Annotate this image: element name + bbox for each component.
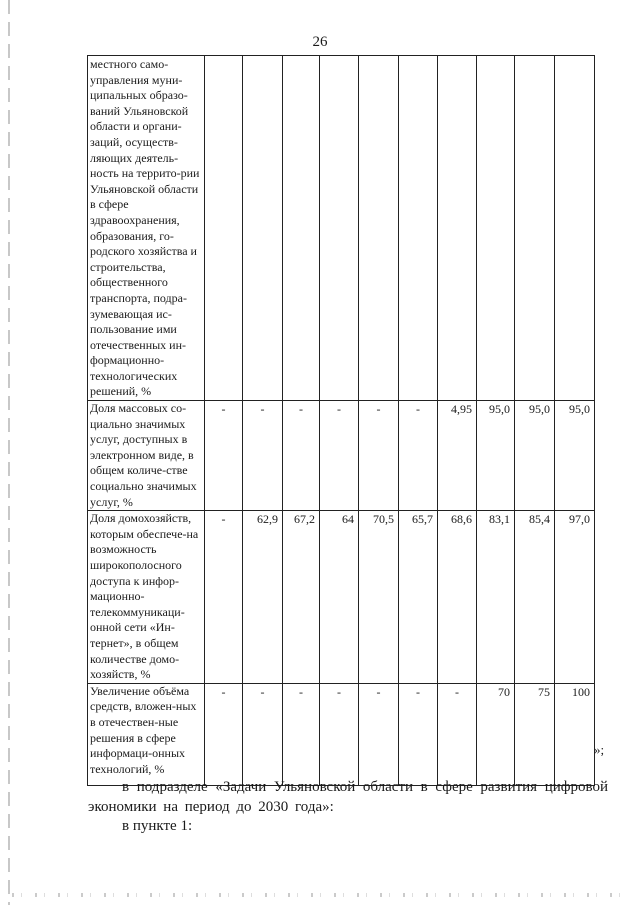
value-cell: - [399, 683, 438, 785]
value-cell: 95,0 [555, 401, 595, 511]
value-cell [205, 56, 243, 401]
value-cell [243, 56, 283, 401]
indicator-label: Доля домохозяйств, которым обеспече-на возможность широкополосного доступа к инфор-мационно-телекоммуникаци-онной сети «Ин-тернет», в общем количестве домо-хозяйств, % [88, 511, 205, 684]
value-cell: 62,9 [243, 511, 283, 684]
value-cell: - [438, 683, 477, 785]
value-cell: 65,7 [399, 511, 438, 684]
value-cell [555, 56, 595, 401]
indicator-label: Доля массовых со-циально значимых услуг, доступных в электронном виде, в общем количе-стве социально значимых услуг, % [88, 401, 205, 511]
value-cell: - [283, 683, 320, 785]
value-cell: 68,6 [438, 511, 477, 684]
value-cell [399, 56, 438, 401]
value-cell [477, 56, 515, 401]
item-paragraph: в пункте 1: [122, 818, 193, 834]
scan-bottom-edge [12, 893, 632, 897]
value-cell: 95,0 [477, 401, 515, 511]
table-closing-quote: »; [594, 742, 605, 757]
value-cell: 85,4 [515, 511, 555, 684]
value-cell [283, 56, 320, 401]
value-cell: 67,2 [283, 511, 320, 684]
value-cell: - [243, 401, 283, 511]
value-cell [359, 56, 399, 401]
value-cell: - [320, 401, 359, 511]
value-cell: - [320, 683, 359, 785]
value-cell: 70 [477, 683, 515, 785]
value-cell: - [205, 511, 243, 684]
value-cell: 75 [515, 683, 555, 785]
value-cell: 4,95 [438, 401, 477, 511]
value-cell: - [399, 401, 438, 511]
table-row [88, 401, 595, 511]
value-cell [515, 56, 555, 401]
value-cell: - [243, 683, 283, 785]
page-number: 26 [312, 34, 328, 50]
table-row [88, 511, 595, 684]
value-cell: - [205, 683, 243, 785]
value-cell: - [359, 683, 399, 785]
value-cell [320, 56, 359, 401]
indicator-label: Увеличение объёма средств, вложен-ных в отечествен-ные решения в сфере информаци-онных технологий, % [88, 683, 205, 785]
value-cell: 95,0 [515, 401, 555, 511]
value-cell: 64 [320, 511, 359, 684]
table-row [88, 683, 595, 785]
scan-binding-edge [8, 0, 10, 905]
table-body [88, 56, 595, 786]
value-cell: 97,0 [555, 511, 595, 684]
table-row [88, 56, 595, 401]
value-cell: - [359, 401, 399, 511]
value-cell [438, 56, 477, 401]
value-cell: - [283, 401, 320, 511]
indicator-table [87, 55, 595, 786]
value-cell: - [205, 401, 243, 511]
subsection-paragraph: в подразделе «Задачи Ульяновской области в сфере развития цифровой экономики на период до 2030 года»: [88, 779, 608, 815]
value-cell: 70,5 [359, 511, 399, 684]
indicator-label: местного само-управления муни-ципальных образо-ваний Ульяновской области и органи-заций, осуществ-ляющих деятель-ность на террито-рии Ульяновской области в сфере здравоохранения, образования, го-родского хозяйства и строительства, общественного транспорта, подра-зумевающая ис-пользование ими отечественных ин-формационно-технологических решений, % [88, 56, 205, 401]
value-cell: 100 [555, 683, 595, 785]
value-cell: 83,1 [477, 511, 515, 684]
